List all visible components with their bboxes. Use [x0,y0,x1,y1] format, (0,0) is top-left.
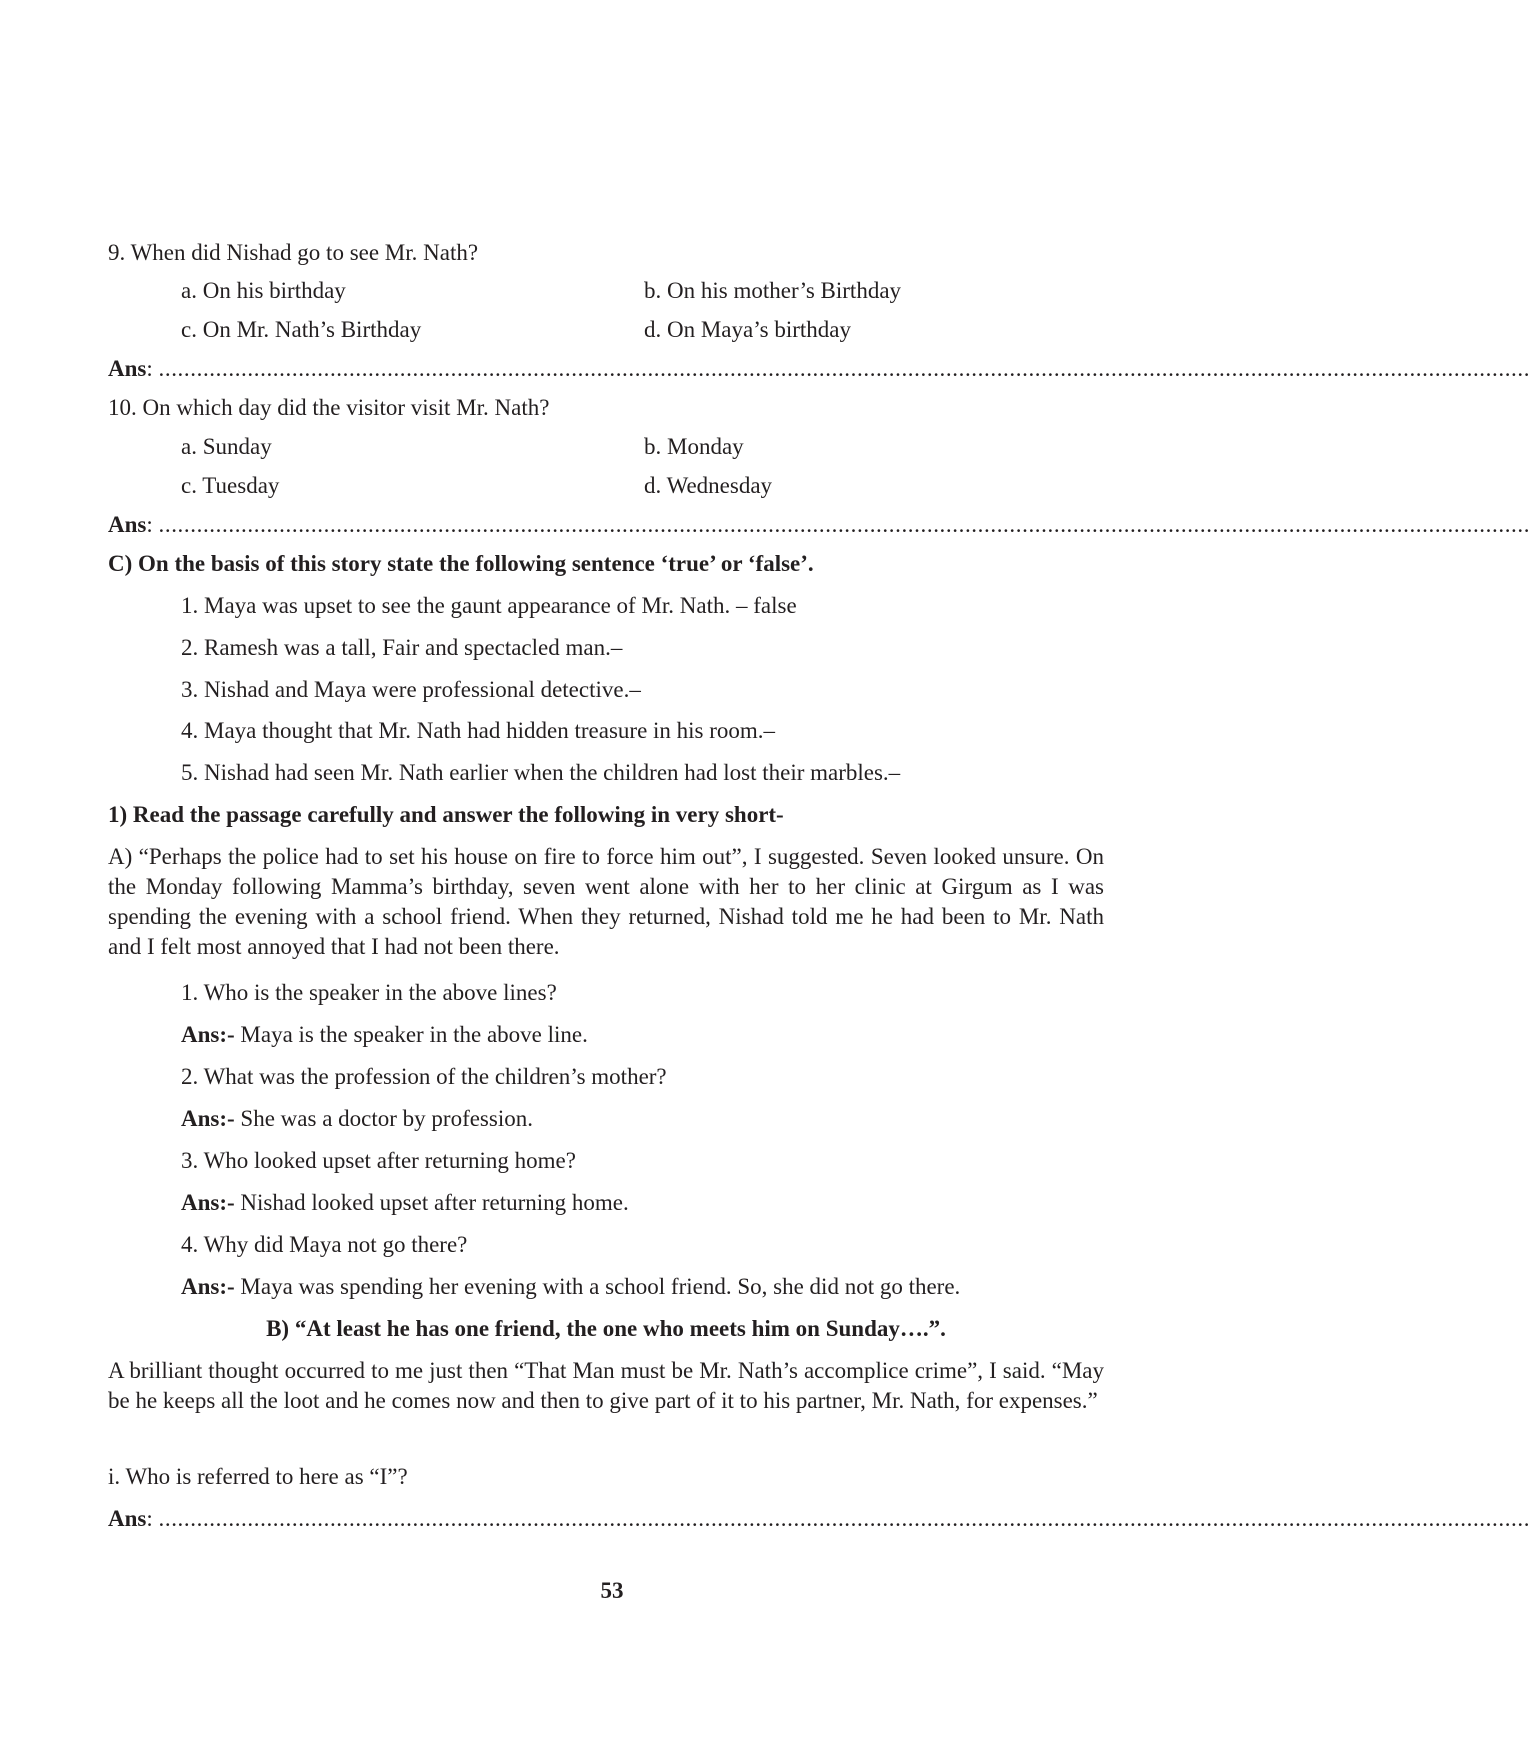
q10-option-a: a. Sunday [181,434,272,459]
q9-option-a: a. On his birthday [181,278,346,303]
answer-separator: : [146,356,159,381]
answer-prefix: Ans:- [181,1022,235,1047]
answer-text: She was a doctor by profession. [234,1106,533,1131]
tf-item-2: 2. Ramesh was a tall, Fair and spectacled man.– [181,635,623,660]
question-10: 10. On which day did the visitor visit Mr. Nath? [108,395,550,420]
answer-prefix: Ans:- [181,1190,235,1215]
tf-item-4: 4. Maya thought that Mr. Nath had hidden treasure in his room.– [181,718,776,743]
q9-answer-line [108,354,1530,384]
tf-item-5: 5. Nishad had seen Mr. Nath earlier when the children had lost their marbles.– [181,760,901,785]
qa-1-question: 1. Who is the speaker in the above lines? [181,980,557,1005]
answer-separator: : [146,1506,159,1531]
q10-option-c: c. Tuesday [181,473,280,498]
answer-separator: : [146,512,159,537]
answer-text: Maya is the speaker in the above line. [234,1022,588,1047]
page-number: 53 [600,1578,624,1603]
q10-option-d: d. Wednesday [644,473,773,498]
answer-dots: ........................................................................................................................................................................................................................ [158,1506,1530,1531]
qa-4-answer [181,1272,960,1302]
qa-3-answer [181,1188,629,1218]
answer-text: Nishad looked upset after returning home. [234,1190,629,1215]
answer-label: Ans [108,1506,147,1531]
answer-label: Ans [108,356,147,381]
qa-1-answer [181,1020,588,1050]
qa-3-question: 3. Who looked upset after returning home? [181,1148,576,1173]
document-page [108,0,1530,1755]
qi-answer-line [108,1504,1530,1534]
qa-4-question: 4. Why did Maya not go there? [181,1232,468,1257]
section-1-heading: 1) Read the passage carefully and answer the following in very short- [108,802,784,827]
qa-2-answer [181,1104,533,1134]
q10-option-b: b. Monday [644,434,744,459]
q10-answer-line [108,510,1530,540]
tf-item-1: 1. Maya was upset to see the gaunt appearance of Mr. Nath. – false [181,593,797,618]
tf-item-3: 3. Nishad and Maya were professional detective.– [181,677,641,702]
q9-option-c: c. On Mr. Nath’s Birthday [181,317,422,342]
q9-option-d: d. On Maya’s birthday [644,317,851,342]
section-b-heading: B) “At least he has one friend, the one who meets him on Sunday….”. [266,1316,946,1341]
answer-text: Maya was spending her evening with a school friend. So, she did not go there. [234,1274,961,1299]
answer-prefix: Ans:- [181,1106,235,1131]
section-c-heading: C) On the basis of this story state the following sentence ‘true’ or ‘false’. [108,551,814,576]
question-i: i. Who is referred to here as “I”? [108,1464,408,1489]
answer-prefix: Ans:- [181,1274,235,1299]
answer-dots: ........................................................................................................................................................................................................................ [158,356,1530,381]
passage-b: A brilliant thought occurred to me just then “That Man must be Mr. Nath’s accomplice crime”, I said. “May be he keeps all the loot and he comes now and then to give part of it to his partner, Mr. Nath, for expenses.” [108,1358,1104,1413]
answer-label: Ans [108,512,147,537]
qa-2-question: 2. What was the profession of the children’s mother? [181,1064,667,1089]
question-9: 9. When did Nishad go to see Mr. Nath? [108,240,479,265]
passage-a: A) “Perhaps the police had to set his house on fire to force him out”, I suggested. Seven looked unsure. On the Monday following Mamma’s birthday, seven went alone with her to her clinic at Girgum as I was spending the evening with a school friend. When they returned, Nishad told me he had been to Mr. Nath and I felt most annoyed that I had not been there. [108,844,1104,959]
q9-option-b: b. On his mother’s Birthday [644,278,902,303]
answer-dots: ........................................................................................................................................................................................................................ [158,512,1530,537]
